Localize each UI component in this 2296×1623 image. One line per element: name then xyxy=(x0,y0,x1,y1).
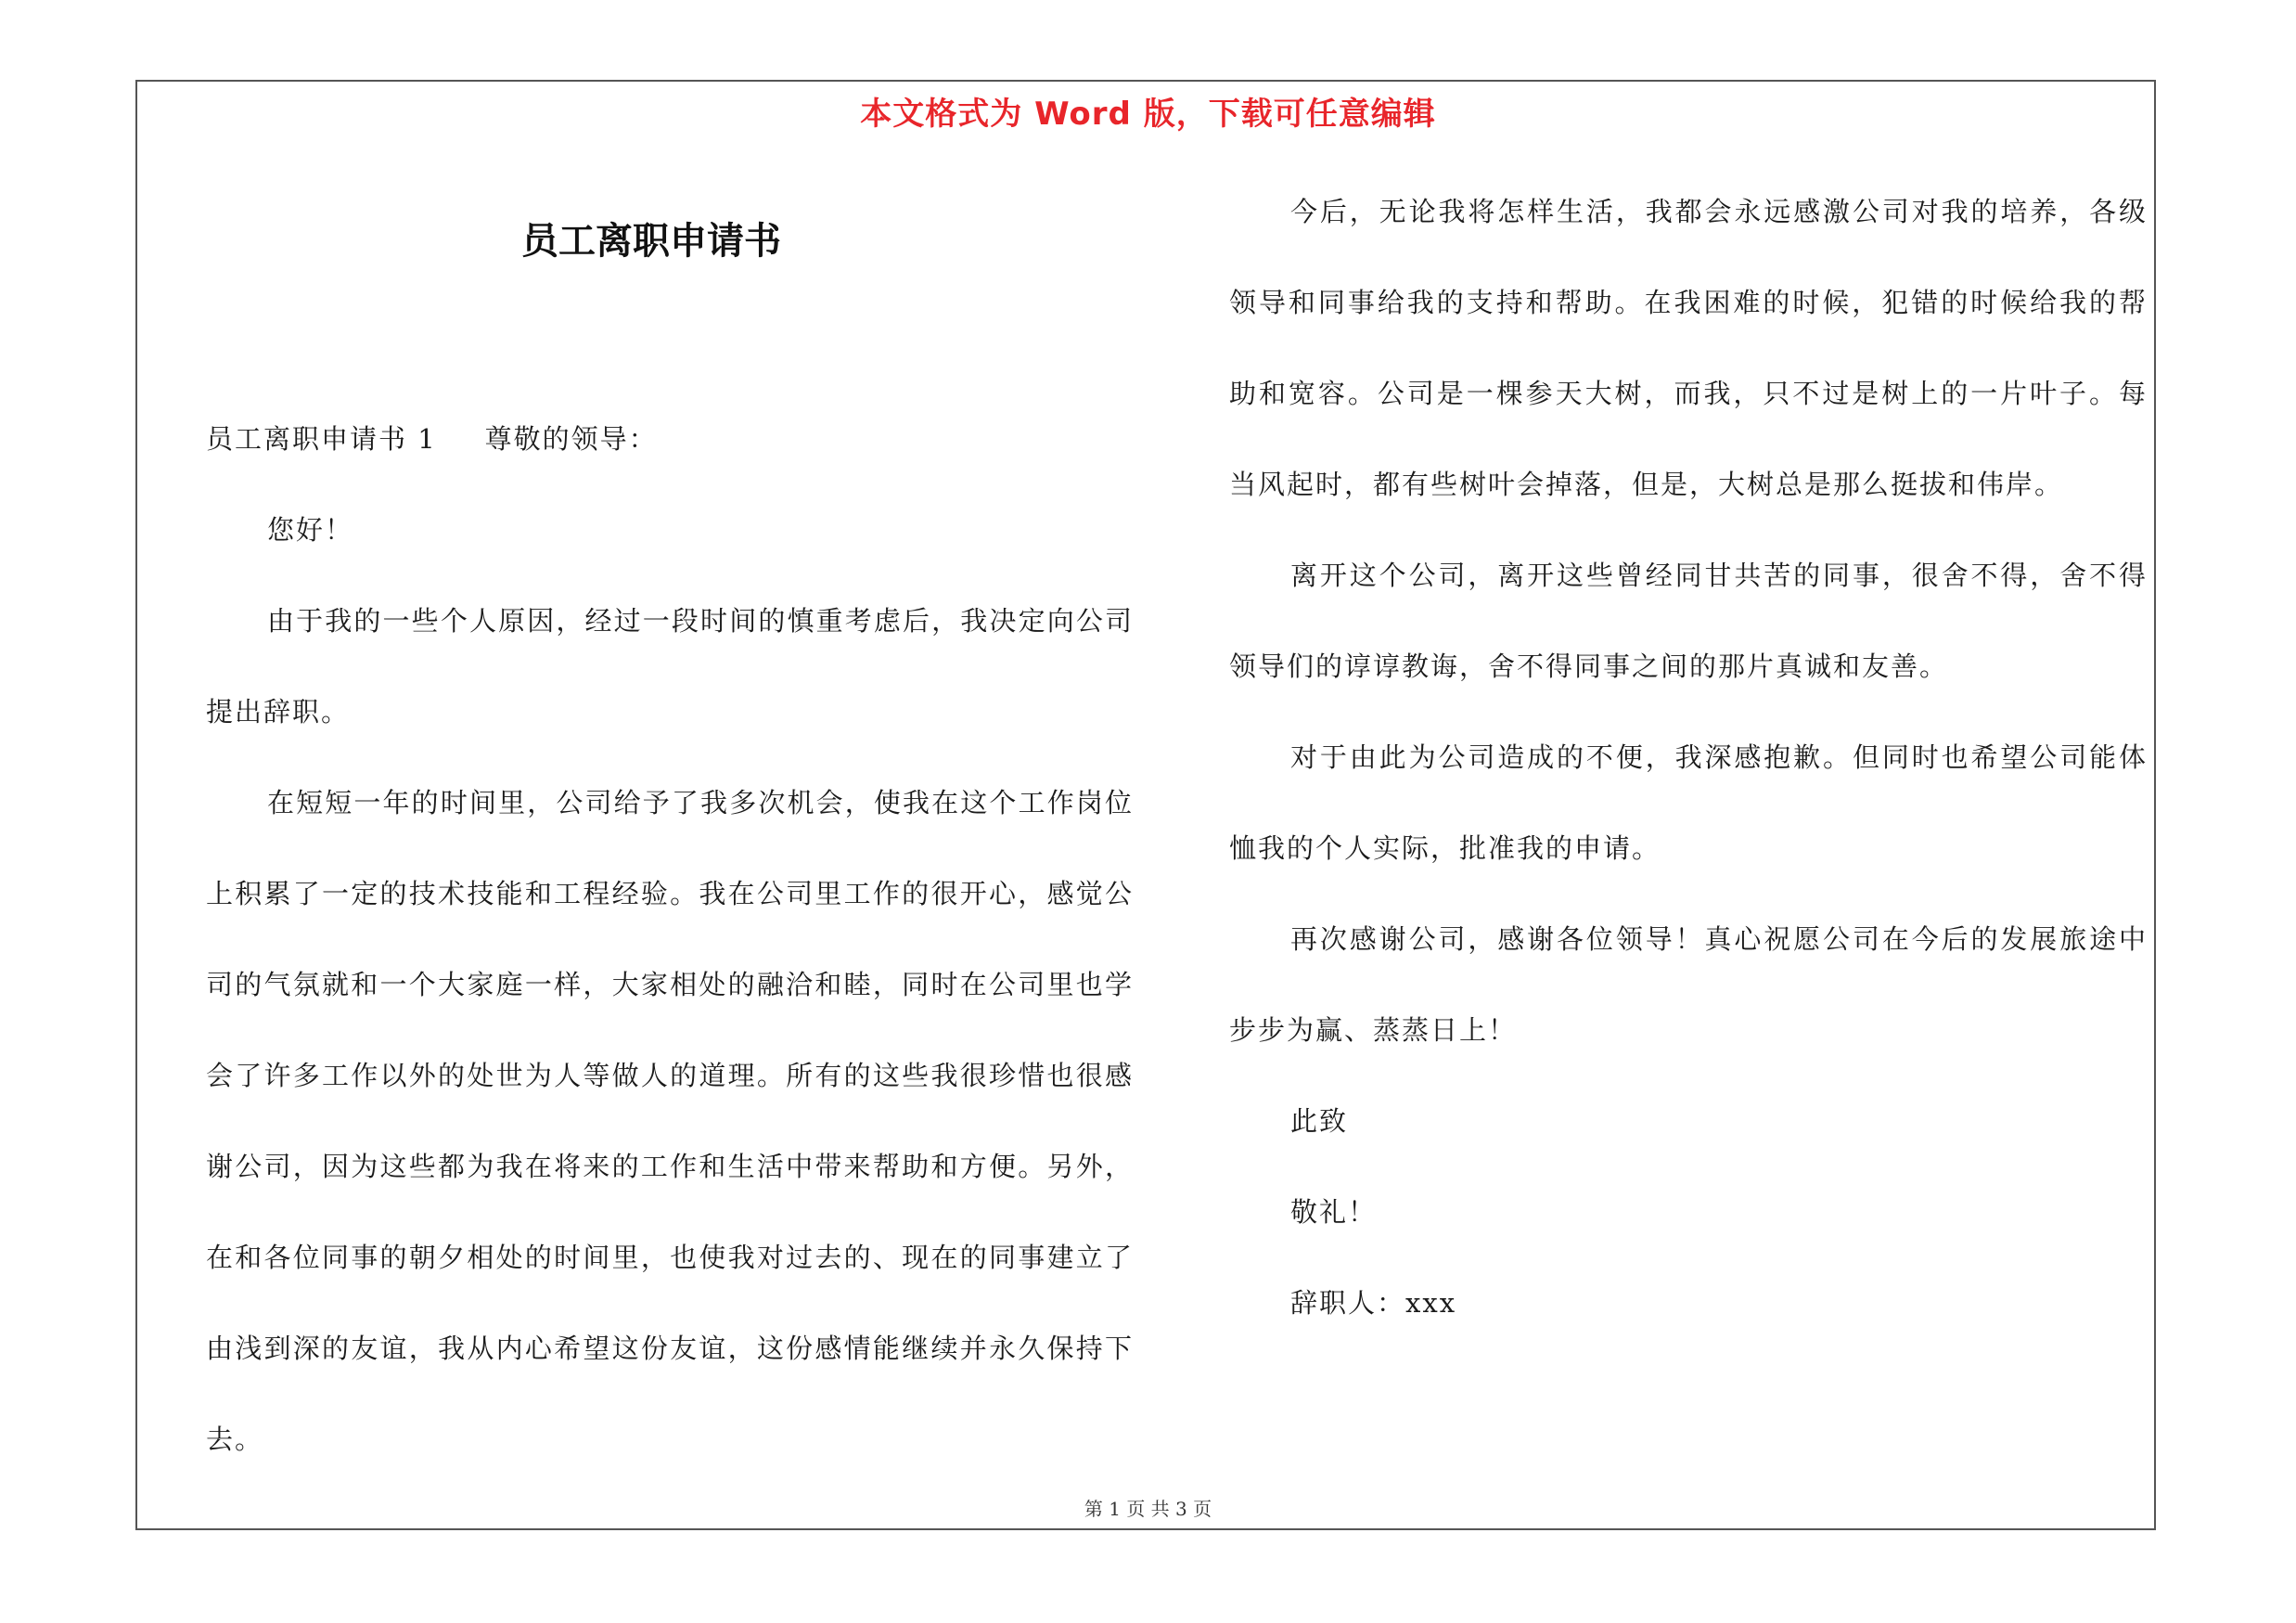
paragraph-leaving: 离开这个公司，离开这些曾经同甘共苦的同事，很舍不得，舍不得领导们的谆谆教诲，舍不得同事之间的那片真诚和友善。 xyxy=(1229,560,2148,682)
signature: 辞职人：xxx xyxy=(1290,1287,1457,1319)
format-banner: 本文格式为 Word 版，下载可任意编辑 xyxy=(860,96,1436,133)
page-number: 第 1 页 共 3 页 xyxy=(1084,1498,1212,1520)
paragraph-reason: 由于我的一些个人原因，经过一段时间的慎重考虑后，我决定向公司提出辞职。 xyxy=(206,605,1134,728)
right-column xyxy=(1229,166,2148,1348)
left-column xyxy=(206,393,1134,1485)
paragraph-gratitude: 今后，无论我将怎样生活，我都会永远感激公司对我的培养，各级领导和同事给我的支持和帮助。在我困难的时候，犯错的时候给我的帮助和宽容。公司是一棵参天大树，而我，只不过是树上的一片叶子。每当风起时，都有些树叶会掉落，但是，大树总是那么挺拔和伟岸。 xyxy=(1229,196,2148,500)
heading-line xyxy=(206,393,1134,484)
closing-line-2: 敬礼！ xyxy=(1290,1196,1378,1228)
paragraph-wishes: 再次感谢公司，感谢各位领导！真心祝愿公司在今后的发展旅途中步步为赢、蒸蒸日上！ xyxy=(1229,923,2148,1046)
paragraph-experience: 在短短一年的时间里，公司给予了我多次机会，使我在这个工作岗位上积累了一定的技术技能和工程经验。我在公司里工作的很开心，感觉公司的气氛就和一个大家庭一样，大家相处的融洽和睦，同时在公司里也学会了许多工作以外的处世为人等做人的道理。所有的这些我很珍惜也很感谢公司，因为这些都为我在将来的工作和生活中带来帮助和方便。另外，在和各位同事的朝夕相处的时间里，也使我对过去的、现在的同事建立了由浅到深的友谊，我从内心希望这份友谊，这份感情能继续并永久保持下去。 xyxy=(206,787,1134,1455)
greeting: 您好！ xyxy=(267,514,354,546)
document-title: 员工离职申请书 xyxy=(521,220,781,263)
paragraph-apology: 对于由此为公司造成的不便，我深感抱歉。但同时也希望公司能体恤我的个人实际，批准我的申请。 xyxy=(1229,741,2148,864)
closing-line-1: 此致 xyxy=(1290,1105,1349,1137)
heading-label: 员工离职申请书 1 xyxy=(206,423,437,455)
salutation: 尊敬的领导： xyxy=(484,423,658,455)
